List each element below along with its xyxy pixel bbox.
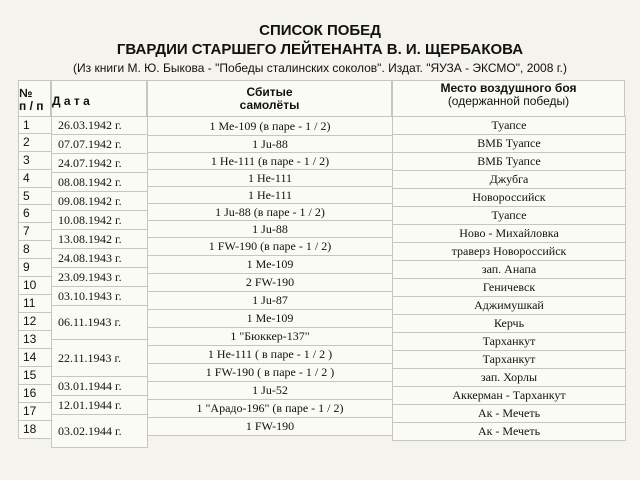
planes-cell: 1 Не-111 bbox=[147, 169, 393, 187]
date-cell: 24.07.1942 г. bbox=[51, 153, 148, 173]
place-cell: Джубга bbox=[392, 170, 626, 189]
row-number-cell: 15 bbox=[18, 366, 52, 385]
date-cell: 09.08.1942 г. bbox=[51, 191, 148, 211]
place-cell: траверз Новороссийск bbox=[392, 242, 626, 261]
row-number-cell: 16 bbox=[18, 384, 52, 403]
planes-cell: 1 Ju-52 bbox=[147, 381, 393, 400]
planes-cell: 1 Ju-88 bbox=[147, 220, 393, 238]
place-cell: Геничевск bbox=[392, 278, 626, 297]
place-cell: Туапсе bbox=[392, 116, 626, 135]
date-cell: 03.10.1943 г. bbox=[51, 286, 148, 306]
date-cell: 03.01.1944 г. bbox=[51, 376, 148, 396]
planes-cell: 1 Ju-88 (в паре - 1 / 2) bbox=[147, 203, 393, 221]
planes-cell: 1 "Бюккер-137" bbox=[147, 327, 393, 346]
date-cell: 24.08.1943 г. bbox=[51, 248, 148, 268]
row-number-cell: 13 bbox=[18, 330, 52, 349]
planes-cell: 1 Не-111 bbox=[147, 186, 393, 204]
row-number-cell: 12 bbox=[18, 312, 52, 331]
planes-cell: 1 Не-111 ( в паре - 1 / 2 ) bbox=[147, 345, 393, 364]
header-number-line2: п / п bbox=[19, 99, 44, 113]
header-number bbox=[18, 80, 51, 117]
date-cell: 13.08.1942 г. bbox=[51, 229, 148, 249]
date-cell: 06.11.1943 г. bbox=[51, 305, 148, 340]
place-cell: ВМБ Туапсе bbox=[392, 152, 626, 171]
header-place-line1: Место воздушного боя bbox=[440, 81, 577, 95]
row-number-cell: 14 bbox=[18, 348, 52, 367]
page-subtitle: ГВАРДИИ СТАРШЕГО ЛЕЙТЕНАНТА В. И. ЩЕРБАКОВА bbox=[116, 41, 524, 58]
header-number-line1: № bbox=[19, 86, 33, 100]
date-cell: 22.11.1943 г. bbox=[51, 339, 148, 377]
row-number-cell: 8 bbox=[18, 240, 52, 259]
page-title: СПИСОК ПОБЕД bbox=[259, 22, 381, 39]
planes-cell: 1 Ме-109 (в паре - 1 / 2) bbox=[147, 116, 393, 136]
row-number-cell: 4 bbox=[18, 169, 52, 188]
row-number-cell: 11 bbox=[18, 294, 52, 313]
place-cell: Новороссийск bbox=[392, 188, 626, 207]
place-cell: зап. Анапа bbox=[392, 260, 626, 279]
place-cell: Аккерман - Тарханкут bbox=[392, 386, 626, 405]
place-cell: Туапсе bbox=[392, 206, 626, 225]
planes-cell: 1 Ме-109 bbox=[147, 255, 393, 274]
date-cell: 26.03.1942 г. bbox=[51, 116, 148, 135]
place-cell: Аджимушкай bbox=[392, 296, 626, 315]
row-number-cell: 1 bbox=[18, 116, 52, 134]
header-place-line2: (одержанной победы) bbox=[447, 94, 570, 108]
date-cell: 08.08.1942 г. bbox=[51, 172, 148, 192]
header-planes-line2: самолёты bbox=[239, 98, 300, 112]
place-cell: ВМБ Туапсе bbox=[392, 134, 626, 153]
planes-cell: 1 Ме-109 bbox=[147, 309, 393, 328]
row-number-cell: 3 bbox=[18, 151, 52, 170]
source-note: (Из книги М. Ю. Быкова - "Победы сталинских соколов". Издат. "ЯУЗА - ЭКСМО", 2008 г.) bbox=[73, 61, 567, 75]
row-number-cell: 9 bbox=[18, 258, 52, 277]
planes-cell: 1 "Арадо-196" (в паре - 1 / 2) bbox=[147, 399, 393, 418]
header-date bbox=[51, 80, 147, 117]
place-cell: Ново - Михайловка bbox=[392, 224, 626, 243]
header-planes-line1: Сбитые bbox=[246, 85, 293, 99]
row-number-cell: 6 bbox=[18, 204, 52, 223]
date-cell: 03.02.1944 г. bbox=[51, 414, 148, 448]
place-cell: Тарханкут bbox=[392, 350, 626, 369]
header-date-label: Д а т а bbox=[52, 94, 90, 108]
row-number-cell: 10 bbox=[18, 276, 52, 295]
row-number-cell: 2 bbox=[18, 133, 52, 152]
place-cell: Ак - Мечеть bbox=[392, 404, 626, 423]
date-cell: 23.09.1943 г. bbox=[51, 267, 148, 287]
place-cell: Тарханкут bbox=[392, 332, 626, 351]
planes-cell: 2 FW-190 bbox=[147, 273, 393, 292]
place-cell: Керчь bbox=[392, 314, 626, 333]
date-cell: 12.01.1944 г. bbox=[51, 395, 148, 415]
header-place bbox=[392, 80, 625, 117]
row-number-cell: 17 bbox=[18, 402, 52, 421]
row-number-cell: 7 bbox=[18, 222, 52, 241]
planes-cell: 1 FW-190 bbox=[147, 417, 393, 436]
row-number-cell: 18 bbox=[18, 420, 52, 439]
planes-cell: 1 Ju-87 bbox=[147, 291, 393, 310]
planes-cell: 1 FW-190 ( в паре - 1 / 2 ) bbox=[147, 363, 393, 382]
header-planes bbox=[147, 80, 392, 117]
date-cell: 07.07.1942 г. bbox=[51, 134, 148, 154]
place-cell: зап. Хорлы bbox=[392, 368, 626, 387]
planes-cell: 1 Не-111 (в паре - 1 / 2) bbox=[147, 152, 393, 170]
row-number-cell: 5 bbox=[18, 187, 52, 205]
date-cell: 10.08.1942 г. bbox=[51, 210, 148, 230]
planes-cell: 1 Ju-88 bbox=[147, 135, 393, 153]
planes-cell: 1 FW-190 (в паре - 1 / 2) bbox=[147, 237, 393, 256]
place-cell: Ак - Мечеть bbox=[392, 422, 626, 441]
